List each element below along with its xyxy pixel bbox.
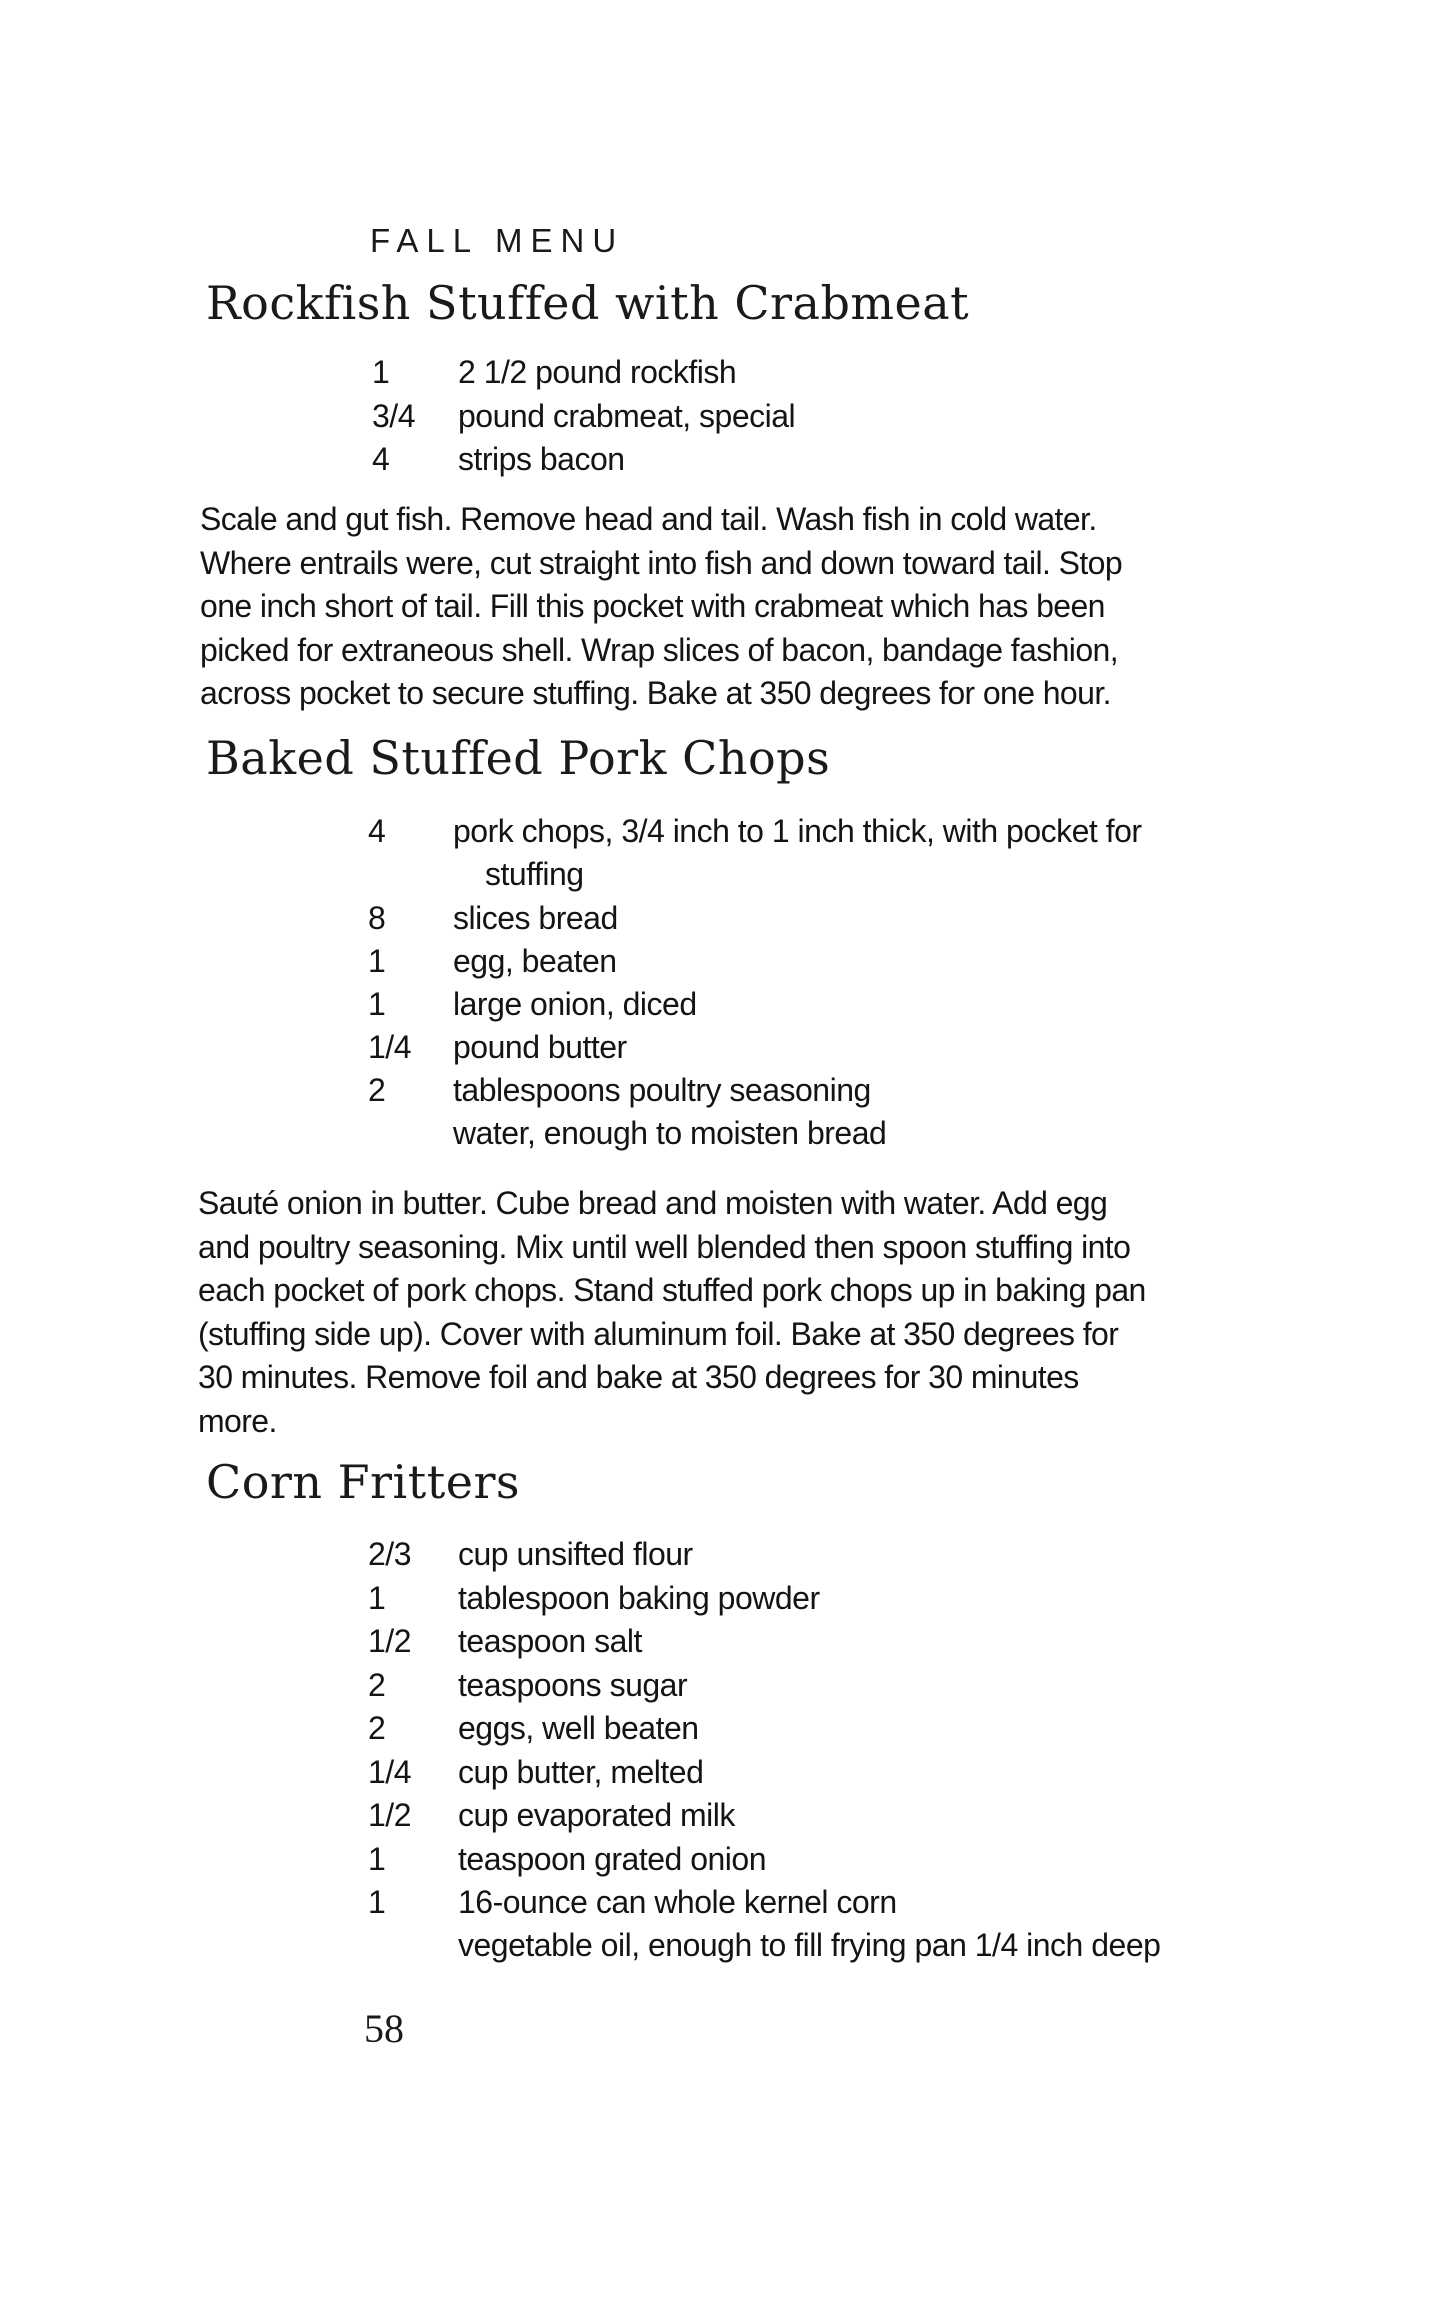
ingredient-qty: 3/4 [372,398,415,434]
ingredient-qty: 2 [368,1667,386,1703]
directions-line: and poultry seasoning. Mix until well blended then spoon stuffing into [198,1228,1131,1265]
ingredient-text: slices bread [453,900,618,936]
ingredient-text: eggs, well beaten [458,1710,699,1746]
ingredient-qty: 1 [368,943,386,979]
ingredient-qty: 4 [368,813,386,849]
recipe-directions [198,1182,1218,1443]
recipe-title: Corn Fritters [206,1455,521,1509]
ingredient-text: pork chops, 3/4 inch to 1 inch thick, with pocket for [453,813,1142,849]
directions-line: one inch short of tail. Fill this pocket with crabmeat which has been [200,588,1105,624]
ingredient-text: 16-ounce can whole kernel corn [458,1884,897,1920]
directions-line: Sauté onion in butter. Cube bread and moisten with water. Add egg [198,1185,1108,1221]
directions-line: Where entrails were, cut straight into fish and down toward tail. Stop [200,544,1123,581]
ingredient-text: 2 1/2 pound rockfish [458,354,737,390]
ingredient-qty: 1/2 [368,1623,411,1659]
ingredient-qty: 2 [368,1710,386,1746]
ingredient-qty: 8 [368,900,386,936]
ingredient-text: water, enough to moisten bread [453,1115,887,1151]
ingredient-qty: 2/3 [368,1536,411,1572]
recipe-title: Rockfish Stuffed with Crabmeat [206,276,970,330]
directions-line: Scale and gut fish. Remove head and tail. Wash fish in cold water. [200,501,1097,537]
ingredient-qty: 1/2 [368,1797,411,1833]
recipe-title: Baked Stuffed Pork Chops [206,731,831,785]
ingredient-text: tablespoon baking powder [458,1580,820,1616]
ingredient-qty: 4 [372,441,390,477]
directions-line: across pocket to secure stuffing. Bake at 350 degrees for one hour. [200,675,1111,711]
ingredient-qty: 1/4 [368,1029,411,1065]
directions-line: 30 minutes. Remove foil and bake at 350 degrees for 30 minutes [198,1359,1079,1395]
ingredient-qty: 2 [368,1072,386,1108]
page-number: 58 [364,2006,404,2051]
ingredient-text: teaspoons sugar [458,1667,688,1703]
ingredient-text: pound crabmeat, special [458,398,796,434]
section-header: FALL MENU [370,222,625,259]
ingredient-qty: 1 [368,1580,386,1616]
ingredient-qty: 1 [372,354,390,390]
ingredient-text: cup unsifted flour [458,1536,693,1572]
ingredient-text: stuffing [485,856,584,892]
ingredient-text: teaspoon salt [458,1623,642,1659]
directions-line: (stuffing side up). Cover with aluminum foil. Bake at 350 degrees for [198,1315,1119,1352]
ingredient-text: cup evaporated milk [458,1797,735,1833]
ingredient-qty: 1 [368,1841,386,1877]
ingredient-text: large onion, diced [453,986,697,1022]
ingredient-qty: 1 [368,1884,386,1920]
directions-line: picked for extraneous shell. Wrap slices of bacon, bandage fashion, [200,631,1119,668]
ingredient-text: tablespoons poultry seasoning [453,1072,871,1108]
directions-line: more. [198,1402,277,1439]
ingredient-text: pound butter [453,1029,627,1065]
ingredient-text: strips bacon [458,441,625,477]
directions-line: each pocket of pork chops. Stand stuffed pork chops up in baking pan [198,1272,1146,1308]
ingredient-text: cup butter, melted [458,1754,704,1790]
ingredient-qty: 1 [368,986,386,1022]
ingredient-text: vegetable oil, enough to fill frying pan 1/4 inch deep [458,1927,1161,1963]
ingredient-text: egg, beaten [453,943,617,979]
ingredient-text: teaspoon grated onion [458,1841,766,1877]
ingredient-qty: 1/4 [368,1754,411,1790]
recipe-directions [200,498,1220,716]
